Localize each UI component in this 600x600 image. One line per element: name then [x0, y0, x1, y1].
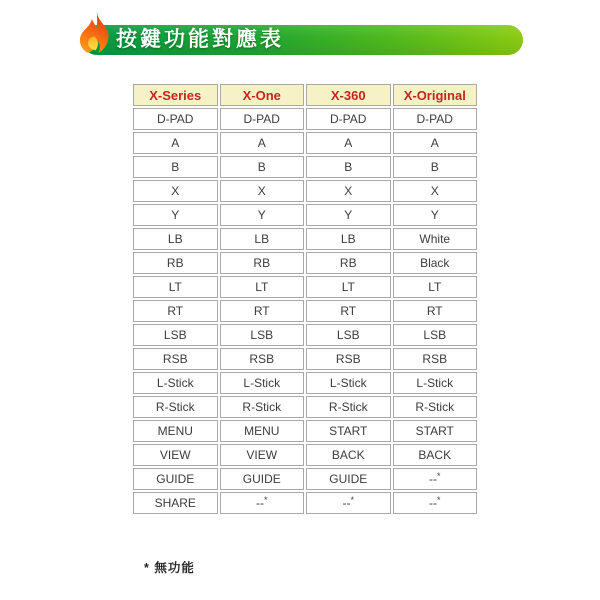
table-cell: RSB — [220, 348, 305, 370]
page-title: 按鍵功能對應表 — [116, 28, 284, 51]
table-cell: R-Stick — [306, 396, 391, 418]
table-cell: LT — [306, 276, 391, 298]
table-cell: RT — [393, 300, 478, 322]
table-cell: RT — [306, 300, 391, 322]
table-cell: LB — [133, 228, 218, 250]
table-cell: Y — [220, 204, 305, 226]
table-cell: RT — [133, 300, 218, 322]
table-cell: LSB — [220, 324, 305, 346]
table-row — [133, 324, 477, 346]
table-cell: X — [220, 180, 305, 202]
table-cell: X — [393, 180, 478, 202]
table-cell: L-Stick — [220, 372, 305, 394]
button-mapping-table — [131, 82, 479, 516]
table-cell: A — [220, 132, 305, 154]
table-cell: D-PAD — [393, 108, 478, 130]
column-header: X-One — [220, 84, 305, 106]
table-cell: B — [133, 156, 218, 178]
column-header: X-Series — [133, 84, 218, 106]
table-cell: SHARE — [133, 492, 218, 514]
table-cell: LB — [306, 228, 391, 250]
table-row — [133, 132, 477, 154]
table-row — [133, 492, 477, 514]
table-header-row — [133, 84, 477, 106]
table-row — [133, 372, 477, 394]
table-cell: RT — [220, 300, 305, 322]
table-cell: LSB — [133, 324, 218, 346]
table-cell: GUIDE — [133, 468, 218, 490]
table-cell: Y — [393, 204, 478, 226]
table-cell: L-Stick — [133, 372, 218, 394]
table-row — [133, 348, 477, 370]
table-cell: MENU — [133, 420, 218, 442]
footnote: * 無功能 — [144, 561, 195, 575]
table-cell: START — [306, 420, 391, 442]
table-cell: X — [306, 180, 391, 202]
table-cell: RB — [220, 252, 305, 274]
table-cell: LSB — [306, 324, 391, 346]
table-cell: D-PAD — [133, 108, 218, 130]
table-cell: VIEW — [220, 444, 305, 466]
table-cell: LT — [393, 276, 478, 298]
table-row — [133, 228, 477, 250]
table-row — [133, 420, 477, 442]
table-row — [133, 108, 477, 130]
table-cell: B — [393, 156, 478, 178]
table-cell: White — [393, 228, 478, 250]
table-cell: RB — [133, 252, 218, 274]
table-cell: D-PAD — [220, 108, 305, 130]
table-row — [133, 300, 477, 322]
table-cell: LT — [220, 276, 305, 298]
table-cell: B — [220, 156, 305, 178]
table-row — [133, 468, 477, 490]
table-cell: VIEW — [133, 444, 218, 466]
table-row — [133, 204, 477, 226]
table-row — [133, 252, 477, 274]
table-cell: Y — [306, 204, 391, 226]
table-cell: B — [306, 156, 391, 178]
table-cell: A — [393, 132, 478, 154]
table-cell: A — [306, 132, 391, 154]
table-cell: --* — [393, 492, 478, 514]
table-row — [133, 396, 477, 418]
column-header: X-Original — [393, 84, 478, 106]
table-cell: R-Stick — [220, 396, 305, 418]
title-banner — [82, 25, 523, 55]
table-row — [133, 180, 477, 202]
table-row — [133, 444, 477, 466]
table-cell: L-Stick — [306, 372, 391, 394]
table-cell: X — [133, 180, 218, 202]
table-cell: RSB — [306, 348, 391, 370]
table-cell: LT — [133, 276, 218, 298]
table-cell: D-PAD — [306, 108, 391, 130]
table-cell: R-Stick — [133, 396, 218, 418]
table-cell: BACK — [393, 444, 478, 466]
table-cell: GUIDE — [220, 468, 305, 490]
column-header: X-360 — [306, 84, 391, 106]
table-cell: RSB — [393, 348, 478, 370]
table-cell: START — [393, 420, 478, 442]
table-cell: R-Stick — [393, 396, 478, 418]
table-cell: LB — [220, 228, 305, 250]
table-cell: --* — [220, 492, 305, 514]
table-row — [133, 276, 477, 298]
table-cell: BACK — [306, 444, 391, 466]
table-cell: RSB — [133, 348, 218, 370]
table-cell: GUIDE — [306, 468, 391, 490]
table-cell: LSB — [393, 324, 478, 346]
table-cell: Black — [393, 252, 478, 274]
table-cell: A — [133, 132, 218, 154]
table-cell: RB — [306, 252, 391, 274]
table-cell: --* — [306, 492, 391, 514]
flame-icon — [79, 12, 114, 55]
table-cell: MENU — [220, 420, 305, 442]
table-cell: L-Stick — [393, 372, 478, 394]
table-cell: Y — [133, 204, 218, 226]
table-cell: --* — [393, 468, 478, 490]
table-row — [133, 156, 477, 178]
